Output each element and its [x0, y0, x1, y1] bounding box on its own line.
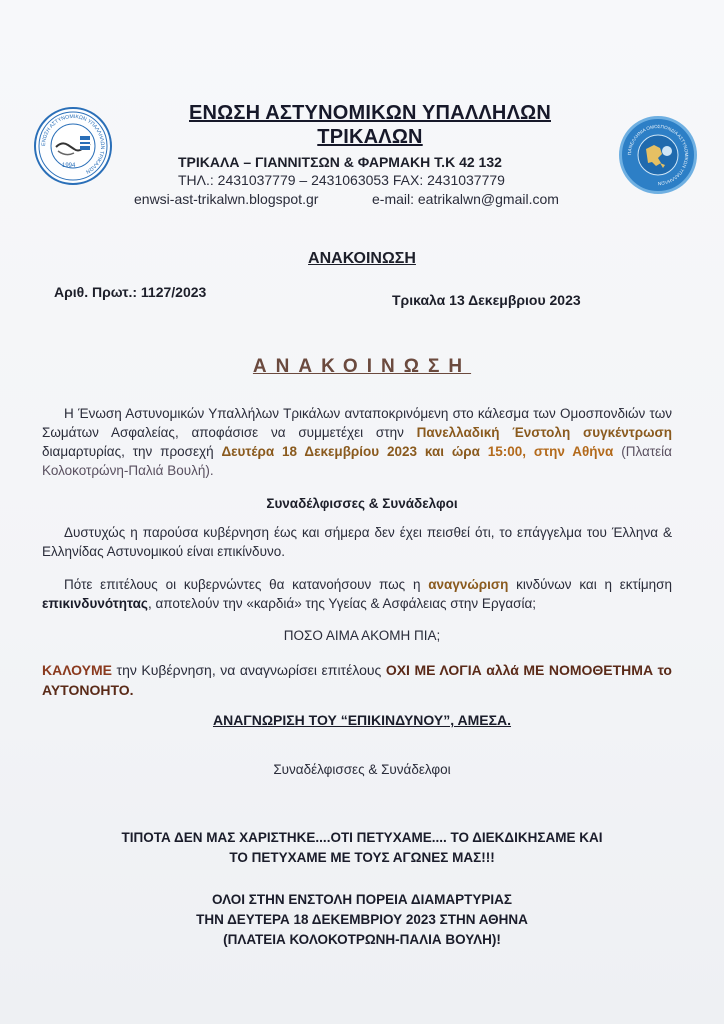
- greece-map-emblem-icon: [622, 119, 694, 191]
- slogan-2-line-2: ΤΗΝ ΔΕΥΤΕΡΑ 18 ΔΕΚΕΜΒΡΙΟΥ 2023 ΣΤΗΝ ΑΘΗΝΑ: [196, 912, 528, 927]
- recognition-demand: ΑΝΑΓΝΩΡΙΣΗ ΤΟΥ “ΕΠΙΚΙΝΔΥΝΟΥ”, ΑΜΕΣΑ.: [212, 712, 512, 728]
- recognition-text-3: κινδύνων και η εκτίμηση: [508, 577, 672, 592]
- right-logo-ring-text: ΠΑΝΕΛΛΗΝΙΑ ΟΜΟΣΠΟΝΔΙΑ ΑΣΤΥΝΟΜΙΚΩΝ ΥΠΑΛΛΗΛΩΝ: [626, 123, 690, 187]
- org-email[interactable]: e-mail: eatrikalwn@gmail.com: [372, 191, 559, 207]
- call-text: την Κυβέρνηση, να αναγνωρίσει επιτέλους: [112, 662, 386, 678]
- call-paragraph: [42, 660, 672, 700]
- call-demand: ΟΧΙ ΜΕ ΛΟΓΙΑ αλλά ΜΕ ΝΟΜΟΘΕΤΗΜΑ το ΑΥΤΟΝΟΗΤΟ.: [42, 662, 672, 698]
- intro-highlight-date: Δευτέρα 18 Δεκεμβρίου 2023 και ώρα: [221, 444, 488, 459]
- intro-text-1: Η Ένωση Αστυνομικών Υπαλλήλων Τρικάλων ανταποκρινόμενη στο κάλεσμα των Ομοσπονδιών των Σωμάτων Ασφαλείας, αποφάσισε να συμμετέχει στην: [42, 406, 672, 440]
- org-name-line2: ΤΡΙΚΑΛΩΝ: [317, 126, 423, 148]
- org-website[interactable]: enwsi-ast-trikalwn.blogspot.gr: [134, 191, 319, 207]
- blood-question: ΠΟΣΟ ΑΙΜΑ ΑΚΟΜΗ ΠΙΑ;: [283, 628, 441, 643]
- slogan-1-line-2: ΤΟ ΠΕΤΥΧΑΜΕ ΜΕ ΤΟΥΣ ΑΓΩΝΕΣ ΜΑΣ!!!: [229, 850, 495, 865]
- logo-year: 1994: [62, 163, 76, 169]
- org-address: ΤΡΙΚΑΛΑ – ΓΙΑΝΝΙΤΣΩΝ & ΦΑΡΜΑΚΗ Τ.Κ 42 132: [178, 154, 502, 170]
- org-phones: ΤΗΛ.: 2431037779 – 2431063053 FAX: 2431037779: [178, 172, 505, 188]
- slogan-2-line-3: (ΠΛΑΤΕΙΑ ΚΟΛΟΚΟΤΡΩΝΗ-ΠΑΛΙΑ ΒΟΥΛΗ)!: [223, 932, 501, 947]
- hazard-highlight: επικινδυνότητας: [42, 596, 148, 611]
- recognition-highlight: αναγνώριση: [428, 577, 509, 592]
- org-name-line1: ΕΝΩΣΗ ΑΣΤΥΝΟΜΙΚΩΝ ΥΠΑΛΛΗΛΩΝ: [189, 102, 551, 124]
- intro-highlight-event: Πανελλαδική Ένστολη συγκέντρωση: [416, 425, 672, 440]
- recognition-text-5: , αποτελούν την «καρδιά» της Υγείας & Ασφάλειας στην Εργασία;: [147, 596, 537, 611]
- salutation-1: Συναδέλφισσες & Συνάδελφοι: [266, 496, 458, 511]
- recognition-text-1: Πότε επιτέλους οι κυβερνώντες θα κατανοήσουν πως η: [64, 577, 429, 592]
- intro-text-location: (Πλατεία Κολοκοτρώνη-Παλιά Βουλή).: [42, 444, 672, 478]
- handshake-emblem-icon: [36, 109, 110, 183]
- union-logo: [34, 107, 112, 185]
- salutation-2: Συναδέλφισσες & Συνάδελφοι: [273, 762, 451, 777]
- protocol-number: Αριθ. Πρωτ.: 1127/2023: [54, 284, 207, 300]
- intro-paragraph: [42, 404, 672, 480]
- main-title: ΑΝΑΚΟΙΝΩΣΗ: [252, 356, 472, 377]
- danger-paragraph: Δυστυχώς η παρούσα κυβέρνηση έως και σήμερα δεν έχει πεισθεί ότι, το επάγγελμα του Έλληνα & Ελληνίδας Αστυνομικού είναι επικίνδυνο.: [42, 525, 672, 559]
- slogan-1-line-1: ΤΙΠΟΤΑ ΔΕΝ ΜΑΣ ΧΑΡΙΣΤΗΚΕ....ΟΤΙ ΠΕΤΥΧΑΜΕ.... ΤΟ ΔΙΕΚΔΙΚΗΣΑΜΕ ΚΑΙ: [121, 830, 603, 845]
- call-keyword: ΚΑΛΟΥΜΕ: [42, 662, 113, 678]
- slogan-2-line-1: ΟΛΟΙ ΣΤΗΝ ΕΝΣΤΟΛΗ ΠΟΡΕΙΑ ΔΙΑΜΑΡΤΥΡΙΑΣ: [212, 892, 512, 907]
- intro-text-3: διαμαρτυρίας, την προσεχή: [42, 444, 222, 459]
- document-date: Τρικαλα 13 Δεκεμβριου 2023: [392, 292, 581, 308]
- announcement-label: ΑΝΑΚΟΙΝΩΣΗ: [308, 250, 416, 267]
- federation-logo: [619, 116, 697, 194]
- left-logo-ring-text: ΕΝΩΣΗ ΑΣΤΥΝΟΜΙΚΩΝ ΥΠΑΛΛΗΛΩΝ ΤΡΙΚΑΛΩΝ: [40, 113, 106, 175]
- recognition-paragraph: [42, 575, 672, 613]
- intro-highlight-time-place: 15:00, στην Αθήνα: [487, 444, 614, 459]
